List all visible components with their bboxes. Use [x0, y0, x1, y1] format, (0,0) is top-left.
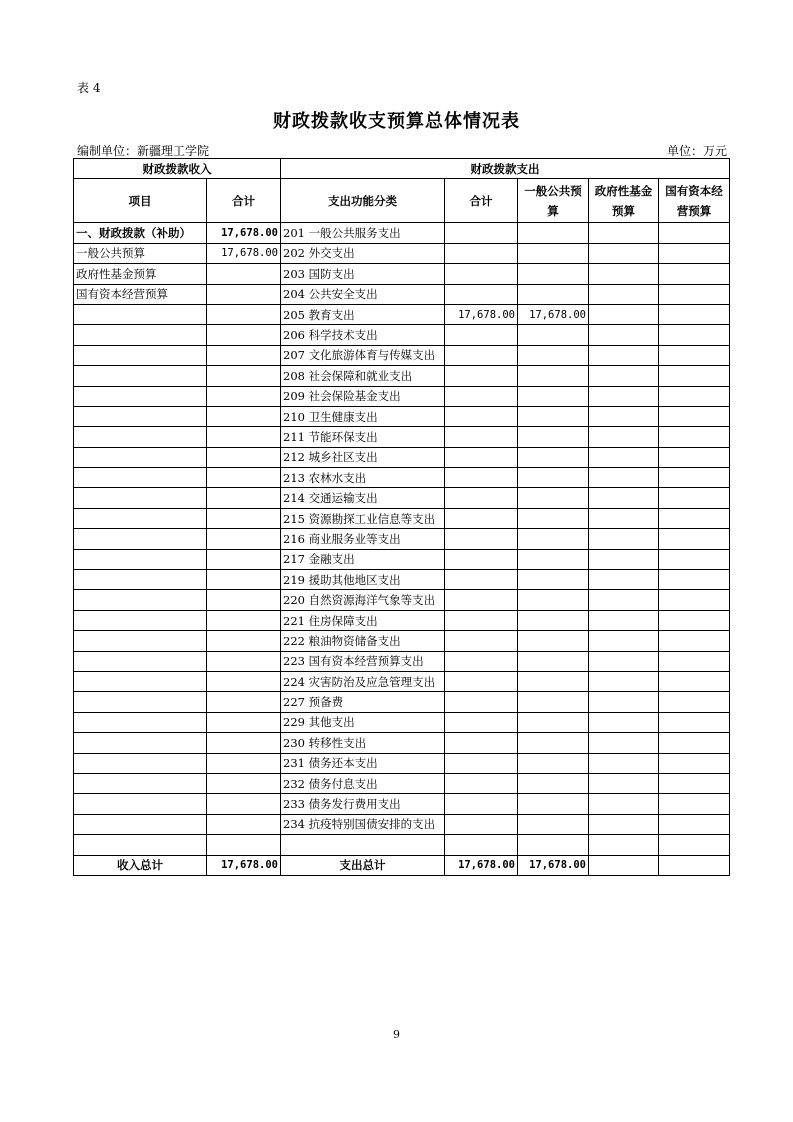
state-capital-grand-total: [659, 855, 730, 875]
gov-fund-cell: [589, 386, 659, 406]
general-budget-cell: [518, 488, 589, 508]
gov-fund-cell: [589, 610, 659, 630]
income-total-cell: [207, 631, 281, 651]
table-row: [74, 590, 730, 610]
page-number: 9: [393, 1028, 400, 1041]
state-capital-cell: [659, 549, 730, 569]
income-total-cell: 17,678.00: [207, 223, 281, 243]
col-header-income-total: 合计: [207, 179, 281, 223]
income-item-cell: [74, 692, 207, 712]
gov-fund-cell: [589, 345, 659, 365]
income-item-cell: [74, 549, 207, 569]
income-total-cell: [207, 345, 281, 365]
income-total-cell: [207, 264, 281, 284]
general-budget-cell: [518, 773, 589, 793]
table-row: [74, 447, 730, 467]
state-capital-cell: [659, 570, 730, 590]
state-capital-cell: [659, 692, 730, 712]
state-capital-cell: [659, 814, 730, 834]
table-row: [74, 264, 730, 284]
table-row: [74, 794, 730, 814]
table-label: 表 4: [77, 81, 101, 95]
general-budget-cell: [518, 406, 589, 426]
state-capital-cell: [659, 835, 730, 855]
column-header-row: [74, 179, 730, 223]
table-row: [74, 610, 730, 630]
state-capital-cell: [659, 488, 730, 508]
function-category-cell: [281, 835, 445, 855]
expense-total-cell: [445, 570, 518, 590]
function-category-cell: 230 转移性支出: [281, 733, 445, 753]
income-total-cell: [207, 508, 281, 528]
income-total-cell: [207, 447, 281, 467]
expense-total-cell: [445, 692, 518, 712]
state-capital-cell: [659, 712, 730, 732]
expense-total-cell: [445, 264, 518, 284]
gov-fund-cell: [589, 243, 659, 263]
income-item-cell: [74, 488, 207, 508]
income-total-cell: [207, 712, 281, 732]
general-budget-cell: [518, 366, 589, 386]
gov-fund-cell: [589, 304, 659, 324]
income-item-cell: [74, 406, 207, 426]
general-budget-cell: [518, 427, 589, 447]
state-capital-cell: [659, 325, 730, 345]
general-budget-cell: [518, 712, 589, 732]
table-row: [74, 549, 730, 569]
income-total-cell: [207, 549, 281, 569]
col-header-gov-fund-budget: 政府性基金预算: [589, 179, 659, 223]
general-budget-grand-total: 17,678.00: [518, 855, 589, 875]
function-category-cell: 203 国防支出: [281, 264, 445, 284]
income-item-cell: [74, 508, 207, 528]
table-row: [74, 814, 730, 834]
general-budget-cell: [518, 325, 589, 345]
general-budget-cell: [518, 794, 589, 814]
table-row: [74, 366, 730, 386]
general-budget-cell: [518, 753, 589, 773]
income-total-cell: [207, 325, 281, 345]
income-item-cell: [74, 468, 207, 488]
income-item-cell: [74, 570, 207, 590]
expense-total-cell: [445, 733, 518, 753]
currency-unit: 单位：万元: [666, 144, 727, 158]
state-capital-cell: [659, 406, 730, 426]
gov-fund-cell: [589, 468, 659, 488]
function-category-cell: 219 援助其他地区支出: [281, 570, 445, 590]
col-header-general-budget: 一般公共预算: [518, 179, 589, 223]
income-total-cell: [207, 692, 281, 712]
state-capital-cell: [659, 610, 730, 630]
function-category-cell: 223 国有资本经营预算支出: [281, 651, 445, 671]
table-row: [74, 773, 730, 793]
state-capital-cell: [659, 264, 730, 284]
function-category-cell: 209 社会保险基金支出: [281, 386, 445, 406]
gov-fund-cell: [589, 549, 659, 569]
gov-fund-cell: [589, 427, 659, 447]
gov-fund-cell: [589, 488, 659, 508]
table-row: [74, 733, 730, 753]
income-total-cell: [207, 753, 281, 773]
gov-fund-cell: [589, 223, 659, 243]
expense-total-cell: [445, 406, 518, 426]
function-category-cell: 216 商业服务业等支出: [281, 529, 445, 549]
expense-total-cell: [445, 345, 518, 365]
state-capital-cell: [659, 733, 730, 753]
state-capital-cell: [659, 651, 730, 671]
function-category-cell: 208 社会保障和就业支出: [281, 366, 445, 386]
table-row: [74, 468, 730, 488]
table-row: [74, 345, 730, 365]
state-capital-cell: [659, 590, 730, 610]
general-budget-cell: [518, 386, 589, 406]
expense-group-header: 财政拨款支出: [281, 159, 730, 179]
function-category-cell: 220 自然资源海洋气象等支出: [281, 590, 445, 610]
general-budget-cell: [518, 651, 589, 671]
income-item-cell: 国有资本经营预算: [74, 284, 207, 304]
state-capital-cell: [659, 345, 730, 365]
expense-total-label: 支出总计: [281, 855, 445, 875]
general-budget-cell: [518, 284, 589, 304]
income-total-cell: [207, 406, 281, 426]
gov-fund-cell: [589, 570, 659, 590]
expense-total-cell: [445, 549, 518, 569]
income-group-header: 财政拨款收入: [74, 159, 281, 179]
general-budget-cell: [518, 814, 589, 834]
expense-total-cell: [445, 835, 518, 855]
expense-total-cell: [445, 753, 518, 773]
income-item-cell: [74, 590, 207, 610]
income-total-cell: [207, 794, 281, 814]
expense-total-cell: [445, 284, 518, 304]
table-row: [74, 427, 730, 447]
state-capital-cell: [659, 794, 730, 814]
table-row: [74, 488, 730, 508]
general-budget-cell: [518, 243, 589, 263]
income-item-cell: [74, 529, 207, 549]
table-row: [74, 692, 730, 712]
expense-total-cell: [445, 529, 518, 549]
general-budget-cell: 17,678.00: [518, 304, 589, 324]
table-row: [74, 243, 730, 263]
gov-fund-cell: [589, 447, 659, 467]
table-row: [74, 406, 730, 426]
income-total-cell: [207, 529, 281, 549]
gov-fund-cell: [589, 733, 659, 753]
table-row: [74, 508, 730, 528]
expense-total-cell: [445, 631, 518, 651]
col-header-function: 支出功能分类: [281, 179, 445, 223]
income-total-cell: [207, 284, 281, 304]
gov-fund-cell: [589, 814, 659, 834]
expense-total-cell: [445, 366, 518, 386]
general-budget-cell: [518, 223, 589, 243]
expense-total-cell: [445, 773, 518, 793]
income-item-cell: [74, 345, 207, 365]
state-capital-cell: [659, 366, 730, 386]
general-budget-cell: [518, 447, 589, 467]
function-category-cell: 222 粮油物资储备支出: [281, 631, 445, 651]
gov-fund-cell: [589, 590, 659, 610]
general-budget-cell: [518, 508, 589, 528]
expense-total-cell: [445, 814, 518, 834]
expense-grand-total: 17,678.00: [445, 855, 518, 875]
income-item-cell: [74, 366, 207, 386]
table-row: [74, 835, 730, 855]
income-item-cell: [74, 773, 207, 793]
income-item-cell: 政府性基金预算: [74, 264, 207, 284]
income-item-cell: [74, 794, 207, 814]
state-capital-cell: [659, 508, 730, 528]
budget-table-body: [74, 223, 730, 855]
expense-total-cell: [445, 325, 518, 345]
general-budget-cell: [518, 529, 589, 549]
income-item-cell: [74, 671, 207, 691]
table-row: [74, 753, 730, 773]
income-item-cell: [74, 447, 207, 467]
state-capital-cell: [659, 468, 730, 488]
table-row: [74, 631, 730, 651]
function-category-cell: 217 金融支出: [281, 549, 445, 569]
income-item-cell: [74, 386, 207, 406]
table-row: [74, 570, 730, 590]
income-item-cell: [74, 753, 207, 773]
general-budget-cell: [518, 631, 589, 651]
budget-table: [73, 158, 730, 876]
function-category-cell: 205 教育支出: [281, 304, 445, 324]
function-category-cell: 213 农林水支出: [281, 468, 445, 488]
income-total-cell: [207, 468, 281, 488]
col-header-state-capital-budget: 国有资本经营预算: [659, 179, 730, 223]
function-category-cell: 227 预备费: [281, 692, 445, 712]
general-budget-cell: [518, 570, 589, 590]
expense-total-cell: [445, 590, 518, 610]
compiling-unit: 编制单位：新疆理工学院: [77, 144, 210, 158]
state-capital-cell: [659, 223, 730, 243]
income-item-cell: 一、财政拨款（补助）: [74, 223, 207, 243]
expense-total-cell: [445, 468, 518, 488]
gov-fund-cell: [589, 325, 659, 345]
expense-total-cell: [445, 427, 518, 447]
table-row: [74, 651, 730, 671]
state-capital-cell: [659, 447, 730, 467]
income-total-cell: [207, 427, 281, 447]
gov-fund-cell: [589, 671, 659, 691]
income-item-cell: [74, 427, 207, 447]
general-budget-cell: [518, 590, 589, 610]
income-item-cell: [74, 733, 207, 753]
table-row: [74, 284, 730, 304]
gov-fund-cell: [589, 835, 659, 855]
function-category-cell: 212 城乡社区支出: [281, 447, 445, 467]
income-total-cell: [207, 366, 281, 386]
income-total-cell: [207, 671, 281, 691]
totals-row: [74, 855, 730, 875]
table-row: [74, 712, 730, 732]
state-capital-cell: [659, 753, 730, 773]
state-capital-cell: [659, 386, 730, 406]
income-item-cell: [74, 835, 207, 855]
gov-fund-cell: [589, 366, 659, 386]
gov-fund-cell: [589, 651, 659, 671]
function-category-cell: 215 资源勘探工业信息等支出: [281, 508, 445, 528]
income-total-cell: [207, 488, 281, 508]
state-capital-cell: [659, 304, 730, 324]
col-header-expense-total: 合计: [445, 179, 518, 223]
expense-total-cell: [445, 488, 518, 508]
expense-total-cell: 17,678.00: [445, 304, 518, 324]
general-budget-cell: [518, 610, 589, 630]
gov-fund-cell: [589, 753, 659, 773]
income-total-cell: [207, 590, 281, 610]
expense-total-cell: [445, 651, 518, 671]
income-item-cell: [74, 325, 207, 345]
function-category-cell: 214 交通运输支出: [281, 488, 445, 508]
income-total-cell: [207, 570, 281, 590]
income-total-label: 收入总计: [74, 855, 207, 875]
function-category-cell: 206 科学技术支出: [281, 325, 445, 345]
gov-fund-cell: [589, 264, 659, 284]
table-row: [74, 304, 730, 324]
function-category-cell: 221 住房保障支出: [281, 610, 445, 630]
income-total-cell: [207, 733, 281, 753]
function-category-cell: 210 卫生健康支出: [281, 406, 445, 426]
function-category-cell: 204 公共安全支出: [281, 284, 445, 304]
gov-fund-cell: [589, 406, 659, 426]
income-total-cell: 17,678.00: [207, 243, 281, 263]
general-budget-cell: [518, 671, 589, 691]
general-budget-cell: [518, 345, 589, 365]
income-item-cell: [74, 651, 207, 671]
expense-total-cell: [445, 610, 518, 630]
income-total-cell: [207, 814, 281, 834]
expense-total-cell: [445, 386, 518, 406]
table-row: [74, 386, 730, 406]
state-capital-cell: [659, 671, 730, 691]
function-category-cell: 224 灾害防治及应急管理支出: [281, 671, 445, 691]
general-budget-cell: [518, 468, 589, 488]
income-item-cell: [74, 712, 207, 732]
income-item-cell: 一般公共预算: [74, 243, 207, 263]
table-row: [74, 529, 730, 549]
income-total-cell: [207, 386, 281, 406]
income-total-cell: [207, 304, 281, 324]
function-category-cell: 232 债务付息支出: [281, 773, 445, 793]
gov-fund-cell: [589, 794, 659, 814]
income-total-cell: [207, 835, 281, 855]
state-capital-cell: [659, 427, 730, 447]
state-capital-cell: [659, 529, 730, 549]
gov-fund-cell: [589, 692, 659, 712]
gov-fund-cell: [589, 773, 659, 793]
general-budget-cell: [518, 733, 589, 753]
gov-fund-cell: [589, 712, 659, 732]
expense-total-cell: [445, 243, 518, 263]
function-category-cell: 211 节能环保支出: [281, 427, 445, 447]
function-category-cell: 229 其他支出: [281, 712, 445, 732]
gov-fund-grand-total: [589, 855, 659, 875]
state-capital-cell: [659, 284, 730, 304]
function-category-cell: 207 文化旅游体育与传媒支出: [281, 345, 445, 365]
income-item-cell: [74, 304, 207, 324]
state-capital-cell: [659, 773, 730, 793]
expense-total-cell: [445, 712, 518, 732]
general-budget-cell: [518, 692, 589, 712]
gov-fund-cell: [589, 529, 659, 549]
state-capital-cell: [659, 631, 730, 651]
expense-total-cell: [445, 671, 518, 691]
income-total-cell: [207, 773, 281, 793]
function-category-cell: 202 外交支出: [281, 243, 445, 263]
income-grand-total: 17,678.00: [207, 855, 281, 875]
income-item-cell: [74, 610, 207, 630]
general-budget-cell: [518, 549, 589, 569]
gov-fund-cell: [589, 631, 659, 651]
income-item-cell: [74, 814, 207, 834]
table-row: [74, 671, 730, 691]
function-category-cell: 231 债务还本支出: [281, 753, 445, 773]
income-total-cell: [207, 610, 281, 630]
income-total-cell: [207, 651, 281, 671]
state-capital-cell: [659, 243, 730, 263]
page-title: 财政拨款收支预算总体情况表: [273, 111, 520, 132]
expense-total-cell: [445, 447, 518, 467]
expense-total-cell: [445, 508, 518, 528]
expense-total-cell: [445, 223, 518, 243]
group-header-row: [74, 159, 730, 179]
expense-total-cell: [445, 794, 518, 814]
function-category-cell: 233 债务发行费用支出: [281, 794, 445, 814]
gov-fund-cell: [589, 284, 659, 304]
table-row: [74, 223, 730, 243]
col-header-item: 项目: [74, 179, 207, 223]
table-row: [74, 325, 730, 345]
function-category-cell: 201 一般公共服务支出: [281, 223, 445, 243]
income-item-cell: [74, 631, 207, 651]
general-budget-cell: [518, 264, 589, 284]
general-budget-cell: [518, 835, 589, 855]
function-category-cell: 234 抗疫特别国债安排的支出: [281, 814, 445, 834]
gov-fund-cell: [589, 508, 659, 528]
